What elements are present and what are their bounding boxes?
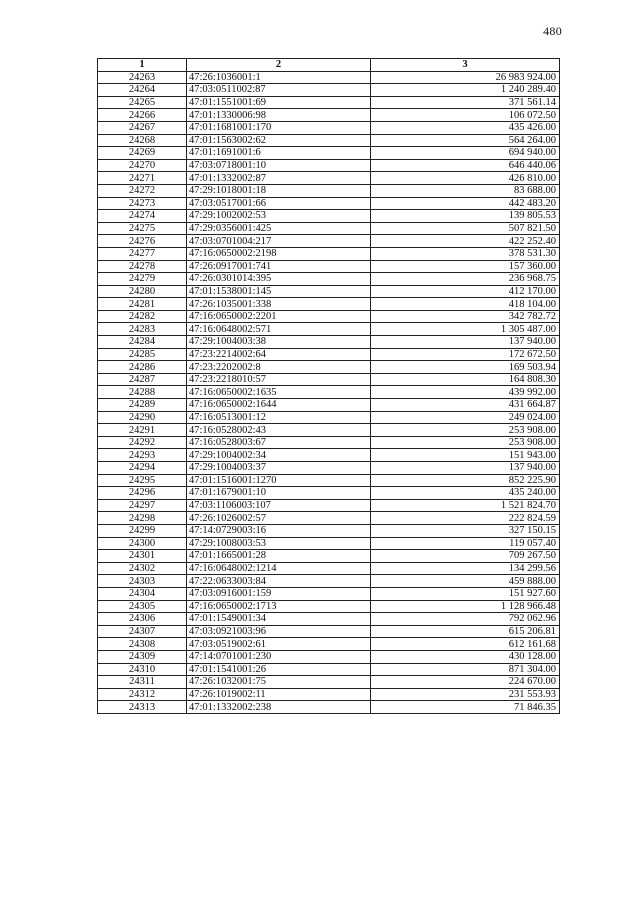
table-row [98,701,560,714]
cadastral-number-cell: 47:26:1019002:11 [187,688,371,701]
row-number-cell: 24273 [98,197,187,210]
cadastral-number-cell: 47:26:1035001:338 [187,298,371,311]
cadastral-number-cell: 47:01:1538001:145 [187,285,371,298]
table-row [98,676,560,689]
cadastral-value-cell: 253 908.00 [371,436,560,449]
table-row [98,449,560,462]
row-number-cell: 24285 [98,348,187,361]
cadastral-number-cell: 47:01:1332002:87 [187,172,371,185]
row-number-cell: 24298 [98,512,187,525]
cadastral-number-cell: 47:26:0301014:395 [187,273,371,286]
row-number-cell: 24300 [98,537,187,550]
cadastral-number-cell: 47:29:1004003:37 [187,462,371,475]
cadastral-value-cell: 422 252.40 [371,235,560,248]
cadastral-value-cell: 371 561.14 [371,96,560,109]
cadastral-number-cell: 47:01:1665001:28 [187,550,371,563]
cadastral-number-cell: 47:01:1551001:69 [187,96,371,109]
row-number-cell: 24274 [98,210,187,223]
table-row [98,613,560,626]
row-number-cell: 24288 [98,386,187,399]
cadastral-value-cell: 1 128 966.48 [371,600,560,613]
cadastral-number-cell: 47:01:1516001:1270 [187,474,371,487]
table-row [98,134,560,147]
cadastral-value-cell: 378 531.30 [371,247,560,260]
column-header-2: 2 [187,59,371,72]
cadastral-value-cell: 236 968.75 [371,273,560,286]
cadastral-number-cell: 47:29:1004002:34 [187,449,371,462]
cadastral-value-cell: 615 206.81 [371,625,560,638]
row-number-cell: 24276 [98,235,187,248]
cadastral-number-cell: 47:01:1681001:170 [187,121,371,134]
row-number-cell: 24295 [98,474,187,487]
row-number-cell: 24284 [98,336,187,349]
cadastral-value-cell: 137 940.00 [371,336,560,349]
row-number-cell: 24306 [98,613,187,626]
row-number-cell: 24268 [98,134,187,147]
table-row [98,184,560,197]
table-row [98,587,560,600]
cadastral-number-cell: 47:03:0701004:217 [187,235,371,248]
row-number-cell: 24302 [98,562,187,575]
table-row [98,688,560,701]
cadastral-value-cell: 151 943.00 [371,449,560,462]
cadastral-number-cell: 47:16:0650002:1635 [187,386,371,399]
row-number-cell: 24305 [98,600,187,613]
cadastral-value-cell: 694 940.00 [371,147,560,160]
row-number-cell: 24281 [98,298,187,311]
table-row [98,575,560,588]
cadastral-value-cell: 83 688.00 [371,184,560,197]
row-number-cell: 24279 [98,273,187,286]
cadastral-value-cell: 646 440.06 [371,159,560,172]
row-number-cell: 24289 [98,399,187,412]
cadastral-value-cell: 119 057.40 [371,537,560,550]
cadastral-value-cell: 507 821.50 [371,222,560,235]
cadastral-number-cell: 47:16:0650002:1644 [187,399,371,412]
row-number-cell: 24293 [98,449,187,462]
cadastral-value-cell: 442 483.20 [371,197,560,210]
table-row [98,373,560,386]
row-number-cell: 24294 [98,462,187,475]
cadastral-value-cell: 435 426.00 [371,121,560,134]
row-number-cell: 24270 [98,159,187,172]
table-row [98,84,560,97]
cadastral-value-cell: 459 888.00 [371,575,560,588]
table-row [98,96,560,109]
cadastral-number-cell: 47:16:0648002:571 [187,323,371,336]
cadastral-value-cell: 1 240 289.40 [371,84,560,97]
cadastral-number-cell: 47:26:1036001:1 [187,71,371,84]
table-row [98,172,560,185]
row-number-cell: 24313 [98,701,187,714]
cadastral-number-cell: 47:26:1026002:57 [187,512,371,525]
column-header-3: 3 [371,59,560,72]
cadastral-value-cell: 231 553.93 [371,688,560,701]
cadastral-number-cell: 47:23:2202002:8 [187,361,371,374]
cadastral-number-cell: 47:16:0650002:2201 [187,310,371,323]
table-row [98,210,560,223]
cadastral-number-cell: 47:01:1330006:98 [187,109,371,122]
row-number-cell: 24277 [98,247,187,260]
cadastral-number-cell: 47:01:1332002:238 [187,701,371,714]
cadastral-value-cell: 253 908.00 [371,424,560,437]
table-row [98,625,560,638]
row-number-cell: 24267 [98,121,187,134]
table-row [98,462,560,475]
data-table [97,58,560,714]
cadastral-number-cell: 47:03:0511002:87 [187,84,371,97]
cadastral-number-cell: 47:03:0718001:10 [187,159,371,172]
cadastral-value-cell: 792 062.96 [371,613,560,626]
table-row [98,197,560,210]
cadastral-value-cell: 222 824.59 [371,512,560,525]
cadastral-number-cell: 47:03:0517001:66 [187,197,371,210]
cadastral-value-cell: 709 267.50 [371,550,560,563]
cadastral-value-cell: 157 360.00 [371,260,560,273]
row-number-cell: 24290 [98,411,187,424]
cadastral-value-cell: 106 072.50 [371,109,560,122]
table-row [98,348,560,361]
table-row [98,147,560,160]
table-row [98,399,560,412]
cadastral-number-cell: 47:01:1691001:6 [187,147,371,160]
row-number-cell: 24291 [98,424,187,437]
row-number-cell: 24263 [98,71,187,84]
cadastral-number-cell: 47:03:0916001:159 [187,587,371,600]
cadastral-number-cell: 47:26:1032001:75 [187,676,371,689]
cadastral-number-cell: 47:01:1541001:26 [187,663,371,676]
cadastral-value-cell: 431 664.87 [371,399,560,412]
table-header [98,59,560,72]
cadastral-number-cell: 47:03:1106003:107 [187,499,371,512]
cadastral-number-cell: 47:29:0356001:425 [187,222,371,235]
cadastral-number-cell: 47:29:1004003:38 [187,336,371,349]
cadastral-value-cell: 412 170.00 [371,285,560,298]
table-row [98,222,560,235]
table-row [98,524,560,537]
cadastral-number-cell: 47:14:0701001:230 [187,650,371,663]
row-number-cell: 24296 [98,487,187,500]
cadastral-value-cell: 134 299.56 [371,562,560,575]
table-row [98,109,560,122]
cadastral-value-cell: 169 503.94 [371,361,560,374]
cadastral-number-cell: 47:01:1549001:34 [187,613,371,626]
table-row [98,260,560,273]
row-number-cell: 24299 [98,524,187,537]
table-row [98,474,560,487]
row-number-cell: 24278 [98,260,187,273]
cadastral-value-cell: 435 240.00 [371,487,560,500]
row-number-cell: 24265 [98,96,187,109]
row-number-cell: 24280 [98,285,187,298]
row-number-cell: 24310 [98,663,187,676]
cadastral-value-cell: 139 805.53 [371,210,560,223]
row-number-cell: 24312 [98,688,187,701]
header-row [98,59,560,72]
cadastral-value-cell: 871 304.00 [371,663,560,676]
table-row [98,663,560,676]
cadastral-value-cell: 852 225.90 [371,474,560,487]
cadastral-value-cell: 418 104.00 [371,298,560,311]
row-number-cell: 24269 [98,147,187,160]
table-row [98,550,560,563]
cadastral-value-cell: 564 264.00 [371,134,560,147]
table-row [98,424,560,437]
table-row [98,436,560,449]
cadastral-value-cell: 164 808.30 [371,373,560,386]
row-number-cell: 24292 [98,436,187,449]
column-header-1: 1 [98,59,187,72]
table-row [98,235,560,248]
cadastral-number-cell: 47:16:0650002:2198 [187,247,371,260]
cadastral-value-cell: 327 150.15 [371,524,560,537]
cadastral-value-cell: 224 670.00 [371,676,560,689]
table-row [98,310,560,323]
table-row [98,121,560,134]
cadastral-number-cell: 47:23:2218010:57 [187,373,371,386]
table-row [98,273,560,286]
row-number-cell: 24304 [98,587,187,600]
table-row [98,487,560,500]
row-number-cell: 24272 [98,184,187,197]
table-row [98,298,560,311]
row-number-cell: 24303 [98,575,187,588]
cadastral-value-cell: 137 940.00 [371,462,560,475]
cadastral-number-cell: 47:03:0519002:61 [187,638,371,651]
row-number-cell: 24271 [98,172,187,185]
row-number-cell: 24307 [98,625,187,638]
cadastral-number-cell: 47:01:1679001:10 [187,487,371,500]
cadastral-value-cell: 26 983 924.00 [371,71,560,84]
cadastral-number-cell: 47:01:1563002:62 [187,134,371,147]
table-row [98,650,560,663]
table-row [98,71,560,84]
table-row [98,537,560,550]
table-row [98,499,560,512]
cadastral-number-cell: 47:23:2214002:64 [187,348,371,361]
table-body [98,71,560,713]
cadastral-number-cell: 47:16:0528002:43 [187,424,371,437]
table-row [98,285,560,298]
row-number-cell: 24286 [98,361,187,374]
row-number-cell: 24287 [98,373,187,386]
row-number-cell: 24266 [98,109,187,122]
table-row [98,247,560,260]
row-number-cell: 24308 [98,638,187,651]
table-row [98,562,560,575]
table-row [98,638,560,651]
cadastral-number-cell: 47:16:0650002:1713 [187,600,371,613]
row-number-cell: 24301 [98,550,187,563]
cadastral-number-cell: 47:16:0513001:12 [187,411,371,424]
cadastral-value-cell: 1 521 824.70 [371,499,560,512]
table-row [98,600,560,613]
cadastral-value-cell: 612 161.68 [371,638,560,651]
page-number: 480 [543,24,562,38]
cadastral-number-cell: 47:29:1002002:53 [187,210,371,223]
table-row [98,361,560,374]
cadastral-number-cell: 47:14:0729003:16 [187,524,371,537]
cadastral-value-cell: 172 672.50 [371,348,560,361]
cadastral-value-cell: 430 128.00 [371,650,560,663]
row-number-cell: 24282 [98,310,187,323]
table-row [98,411,560,424]
cadastral-number-cell: 47:29:1008003:53 [187,537,371,550]
row-number-cell: 24283 [98,323,187,336]
table-row [98,159,560,172]
row-number-cell: 24309 [98,650,187,663]
cadastral-value-cell: 342 782.72 [371,310,560,323]
cadastral-number-cell: 47:16:0648002:1214 [187,562,371,575]
cadastral-value-cell: 249 024.00 [371,411,560,424]
cadastral-number-cell: 47:16:0528003:67 [187,436,371,449]
cadastral-value-cell: 439 992.00 [371,386,560,399]
cadastral-number-cell: 47:26:0917001:741 [187,260,371,273]
row-number-cell: 24297 [98,499,187,512]
row-number-cell: 24311 [98,676,187,689]
cadastral-value-cell: 71 846.35 [371,701,560,714]
table-row [98,512,560,525]
table-row [98,386,560,399]
table-row [98,336,560,349]
cadastral-number-cell: 47:22:0633003:84 [187,575,371,588]
cadastral-value-cell: 426 810.00 [371,172,560,185]
cadastral-value-cell: 151 927.60 [371,587,560,600]
cadastral-number-cell: 47:29:1018001:18 [187,184,371,197]
cadastral-value-cell: 1 305 487.00 [371,323,560,336]
cadastral-number-cell: 47:03:0921003:96 [187,625,371,638]
row-number-cell: 24264 [98,84,187,97]
table-row [98,323,560,336]
row-number-cell: 24275 [98,222,187,235]
